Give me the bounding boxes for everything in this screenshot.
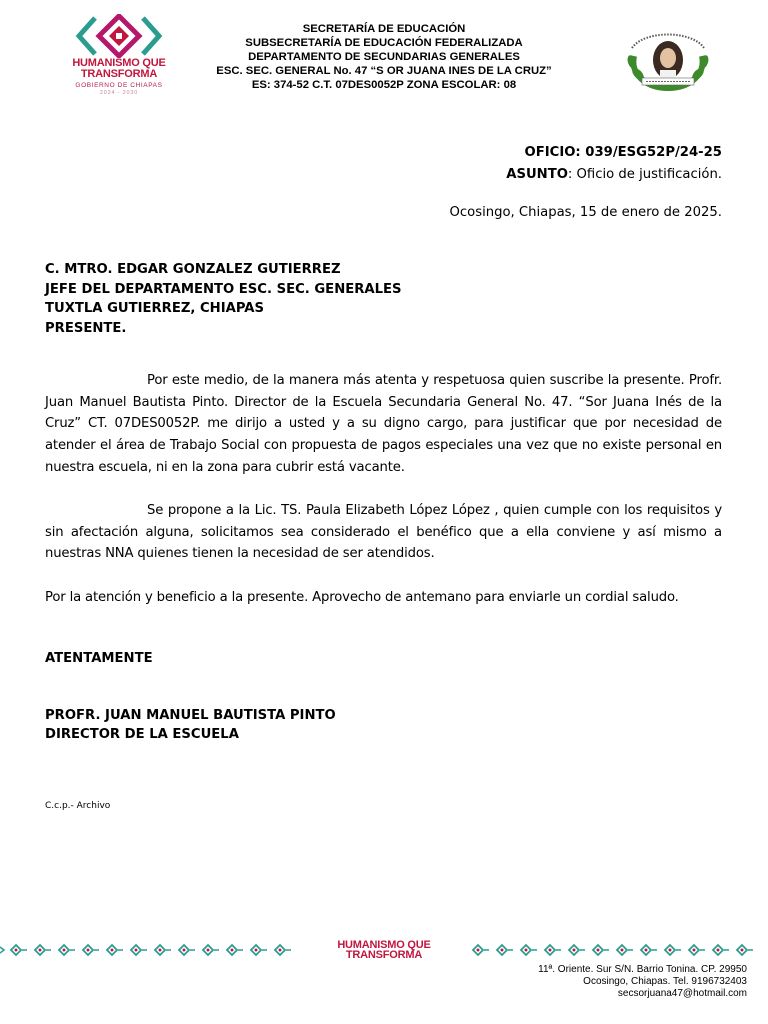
gov-logo-line2: TRANSFORMA (80, 68, 158, 80)
letterhead-line: ES: 374-52 C.T. 07DES0052P ZONA ESCOLAR: 08 (251, 79, 517, 91)
addressee-position: JEFE DEL DEPARTAMENTO ESC. SEC. GENERALES (45, 281, 402, 297)
government-logo (64, 14, 174, 106)
gov-logo-line3: GOBIERNO DE CHIAPAS (75, 82, 163, 89)
school-seal (620, 26, 716, 92)
footer-address (538, 964, 747, 1000)
letterhead-line: DEPARTAMENTO DE SECUNDARIAS GENERALES (248, 51, 520, 63)
letterhead-line: ESC. SEC. GENERAL No. 47 “S OR JUANA INES DE LA CRUZ” (216, 65, 552, 77)
addressee-location: TUXTLA GUTIERREZ, CHIAPAS (45, 301, 264, 316)
asunto-line (506, 167, 722, 182)
asunto-value: : Oficio de justificación. (567, 167, 722, 182)
letterhead-text (200, 22, 568, 92)
signature-block (45, 706, 336, 744)
ccp-note: C.c.p.- Archivo (45, 801, 111, 811)
asunto-label: ASUNTO (506, 167, 568, 182)
letterhead-line: SECRETARÍA DE EDUCACIÓN (302, 23, 466, 35)
body-paragraph-3: Por la atención y beneficio a la presente. Aprovecho de antemano para enviarle un cordial saludo. (45, 590, 679, 605)
body-paragraph-1: Por este medio, de la manera más atenta y respetuosa quien suscribe la presente. Profr. Juan Manuel Bautista Pinto. Director de la Escuela Secundaria General No. 47. “Sor Juana Inés de la Cruz” CT. 07DES0052P. me dirijo a usted y a su digno cargo, para justificar que por necesidad de atender el área de Trabajo Social con propuesta de pagos especiales una vez que no existe personal en nuestra escuela, ni en la zona para cubrir está vacante. (45, 373, 722, 475)
body-paragraph-2: Se propone a la Lic. TS. Paula Elizabeth López López , quien cumple con los requisitos y sin afectación alguna, solicitamos sea considerado el benéfico que a ella conviene y así mismo a nuestras NNA quienes tienen la necesidad de ser atendidos. (45, 503, 722, 562)
gov-logo-line1: HUMANISMO QUE (72, 57, 166, 69)
place-date: Ocosingo, Chiapas, 15 de enero de 2025. (449, 205, 722, 220)
signer-name: PROFR. JUAN MANUEL BAUTISTA PINTO (45, 708, 336, 723)
addressee-block (45, 260, 402, 338)
school-seal-icon (620, 26, 716, 92)
addressee-name: C. MTRO. EDGAR GONZALEZ GUTIERREZ (45, 262, 341, 277)
atentamente: ATENTAMENTE (45, 651, 153, 666)
footer-address-line: Ocosingo, Chiapas. Tel. 9196732403 (583, 976, 747, 987)
footer-brand-line2: TRANSFORMA (345, 949, 423, 961)
chiapas-emblem-icon (73, 14, 165, 58)
footer-brand-logo (316, 940, 452, 960)
oficio-number: OFICIO: 039/ESG52P/24-25 (524, 145, 722, 160)
footer-email: secsorjuana47@hotmail.com (617, 988, 747, 999)
letterhead-line: SUBSECRETARÍA DE EDUCACIÓN FEDERALIZADA (245, 37, 523, 49)
footer-brand-line1: HUMANISMO QUE (337, 939, 431, 951)
footer-address-line: 11ª. Oriente. Sur S/N. Barrio Tonina. CP. 29950 (538, 964, 747, 975)
gov-logo-line4: 2024 - 2030 (99, 90, 139, 96)
signer-title: DIRECTOR DE LA ESCUELA (45, 727, 239, 742)
addressee-presente: PRESENTE. (45, 320, 127, 336)
